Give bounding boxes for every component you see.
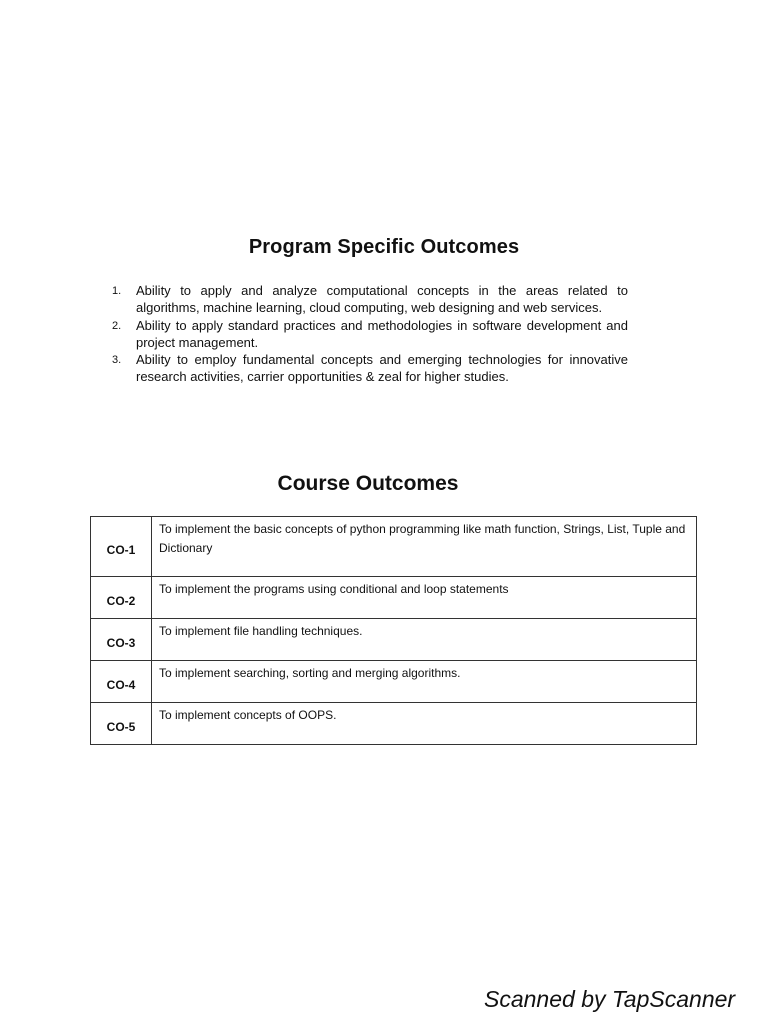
table-row [91,619,697,661]
table-row [91,517,697,577]
outcome-description: To implement the programs using conditional and loop statements [152,577,697,619]
outcome-code: CO-3 [91,619,152,661]
table-row [91,661,697,703]
list-item-number: 1. [112,285,122,297]
list-item [108,351,628,386]
table-row [91,577,697,619]
list-item [108,282,628,317]
outcome-code: CO-5 [91,703,152,745]
outcome-description: To implement concepts of OOPS. [152,703,697,745]
program-specific-outcomes-title: Program Specific Outcomes [248,236,520,258]
scan-watermark: Scanned by TapScanner [484,986,736,1012]
list-item-number: 2. [112,319,122,332]
outcome-description: To implement the basic concepts of python programming like math function, Strings, List, Tuple and Dictionary [152,517,697,577]
outcome-code: CO-4 [91,661,152,703]
course-outcomes-table [90,516,697,745]
list-item [108,317,628,352]
list-item-number: 3. [112,354,122,367]
table-row [91,703,697,745]
outcome-description: To implement file handling techniques. [152,619,697,661]
outcome-description: To implement searching, sorting and merging algorithms. [152,661,697,703]
list-item-text: Ability to employ fundamental concepts and emerging technologies for innovative research activities, carrier opportunities & zeal for higher studies. [136,352,628,385]
outcome-code: CO-2 [91,577,152,619]
outcome-code: CO-1 [91,517,152,577]
program-specific-outcomes-list [108,282,628,386]
list-item-text: Ability to apply standard practices and methodologies in software development and project management. [136,317,628,350]
list-item-text: Ability to apply and analyze computational concepts in the areas related to algorithms, machine learning, cloud computing, web designing and web services. [136,283,628,316]
course-outcomes-title: Course Outcomes [277,472,459,495]
